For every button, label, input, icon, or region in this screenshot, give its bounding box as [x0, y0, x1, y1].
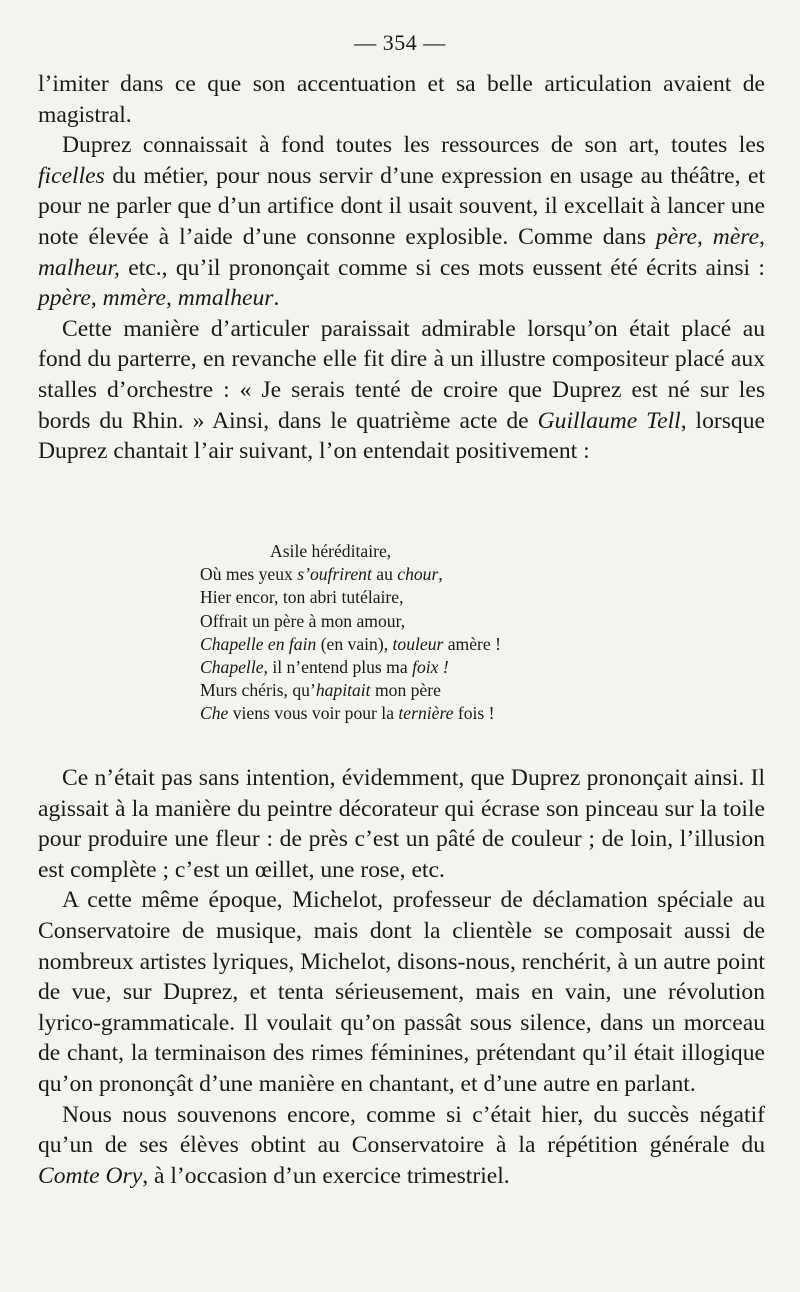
verse-quotation — [200, 540, 501, 726]
italic-text-run: chour — [397, 564, 439, 585]
text-run: , à l’occasion d’un exercice trimestriel. — [142, 1162, 510, 1189]
text-run: Asile héréditaire, — [270, 541, 392, 561]
italic-text-run: Guillaume Tell — [537, 407, 681, 434]
italic-text-run: père — [655, 223, 697, 250]
text-run: , il n’entend plus ma — [263, 657, 413, 678]
verse-line — [200, 656, 501, 679]
text-run: Où mes yeux — [200, 564, 298, 585]
italic-text-run: foix ! — [412, 657, 449, 678]
verse-line — [200, 679, 501, 702]
verse-line — [200, 586, 501, 609]
text-block-top — [38, 69, 765, 467]
italic-text-run: Chapelle — [200, 657, 264, 678]
italic-text-run: ppère, mmère, mmalheur — [38, 285, 274, 312]
text-run: Murs chéris, qu’ — [200, 680, 316, 701]
italic-text-run: ficelles — [38, 162, 105, 189]
text-run: . — [273, 285, 280, 312]
text-run: , — [696, 223, 713, 250]
text-run: Duprez connaissait à fond toutes les ressources de son art, toutes les — [62, 132, 765, 159]
text-run: Cette manière d’articuler paraissait admirable lorsqu’on était placé au fond du parterre, en revanche elle fit dire à un illustre compositeur placé aux stalles d’orchestre : « Je serais tenté de croire que Duprez est né sur les bords du Rhin. » Ainsi, dans le quatrième acte de — [38, 315, 765, 434]
italic-text-run: Chapelle en fain — [200, 633, 317, 654]
paragraph — [38, 1100, 765, 1192]
text-run: du métier, pour nous servir d’une expression en usage au théâtre, et pour ne parler que d’un artifice dont il usait souvent, il excellait à lancer une note élevée à l’aide d’une consonne explosible. Comme dans — [38, 162, 765, 250]
italic-text-run: s’oufrirent — [297, 564, 372, 585]
italic-text-run: ternière — [398, 703, 454, 724]
text-run: viens vous voir pour la — [228, 703, 399, 724]
verse-line — [200, 610, 501, 633]
paragraph — [38, 69, 765, 130]
text-run: etc., qu’il prononçait comme si ces mots eussent été écrits ainsi : — [119, 254, 765, 281]
text-run: , lorsque Duprez chantait l’air suivant, l’on entendait positivement : — [38, 407, 766, 465]
italic-text-run: mère — [712, 223, 760, 250]
verse-line — [200, 563, 501, 586]
text-run: l’imiter dans ce que son accentuation et sa belle articulation avaient de magistral. — [38, 71, 765, 128]
text-run: fois ! — [453, 703, 495, 724]
paragraph — [38, 885, 765, 1099]
text-run: amère ! — [443, 633, 501, 654]
italic-text-run: malheur, — [38, 254, 120, 281]
verse-line — [200, 540, 501, 563]
text-run: mon père — [370, 680, 441, 701]
text-run: , — [438, 564, 443, 585]
text-run: au — [371, 564, 398, 585]
text-run: Ce n’était pas sans intention, évidemment, que Duprez prononçait ainsi. Il agissait à la manière du peintre décorateur qui écrase son pinceau sur la toile pour produire une fleur : de près c’est un pâté de couleur ; de loin, l’illusion est complète ; c’est un œillet, une rose, etc. — [38, 765, 765, 883]
page-number: — 354 — — [354, 30, 446, 55]
verse-line — [200, 633, 501, 656]
italic-text-run: hapitait — [315, 680, 371, 701]
paragraph — [38, 130, 765, 314]
text-run: Nous nous souvenons encore, comme si c’était hier, du succès négatif qu’un de ses élèves obtint au Conservatoire à la répétition générale du — [38, 1101, 765, 1159]
paragraph — [38, 314, 765, 467]
text-run: Hier encor, ton abri tutélaire, — [200, 587, 404, 608]
text-block-bottom — [38, 763, 765, 1191]
italic-text-run: Che — [200, 703, 229, 724]
italic-text-run: touleur — [392, 633, 444, 654]
text-run: Offrait un père à mon amour, — [200, 610, 406, 631]
verse-line — [200, 702, 501, 725]
text-run: (en vain), — [316, 633, 393, 654]
paragraph — [38, 763, 765, 885]
text-run: A cette même époque, Michelot, professeur de déclamation spéciale au Conservatoire de musique, mais dont la clientèle se composait aussi de nombreux artistes lyriques, Michelot, disons-nous, renchérit, à un autre point de vue, sur Duprez, et tenta sérieusement, mais en vain, une révolution lyrico-grammaticale. Il voulait qu’on passât sous silence, dans un morceau de chant, la terminaison des rimes féminines, prétendant qu’il était illogique qu’on prononçât d’une manière en chantant, et d’une autre en parlant. — [38, 887, 765, 1097]
text-run: , — [759, 223, 765, 250]
italic-text-run: Comte Ory — [38, 1162, 143, 1189]
